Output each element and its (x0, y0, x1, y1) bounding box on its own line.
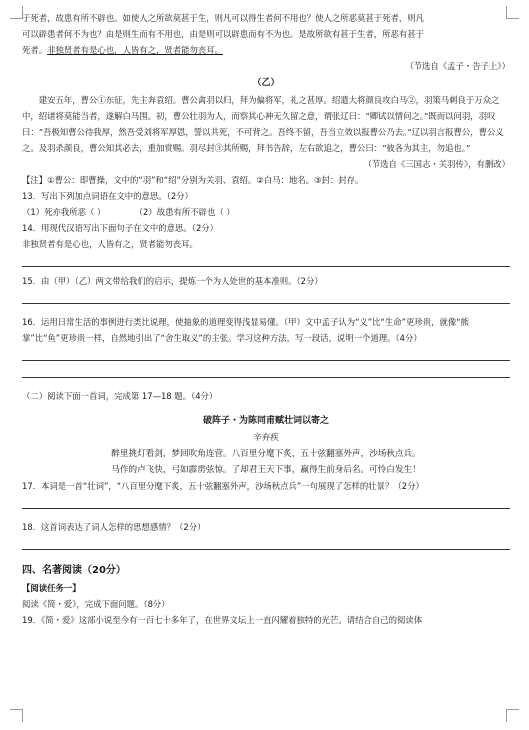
passage-b-text: 建安五年，曹公①东征，先主奔袁绍。曹公禽羽以归，拜为偏将军，礼之甚厚。绍遣大将颜良攻白马②，羽策马刺良于万众之中，绍诸将莫能当者，遂解白马围。初，曹公壮羽为人，而察其心神无久留之意，谓张辽曰：“卿试以情问之。”既而以问羽，羽叹曰：“吾极知曹公待我厚，然吾受刘将军厚恩，誓以共死，不可背之。吾终不留，吾当立效以报曹公乃去。”辽以羽言报曹公，曹公义之。及羽杀颜良，曹公知其必去，重加赏赐。羽尽封③其所赐，拜书告辞，左右欲追之，曹公曰：“彼各为其主，勿追也。” (22, 95, 504, 153)
poem-line-2: 马作的卢飞快，弓如霹雳弦惊。了却君王天下事，赢得生前身后名。可怜白发生！ (111, 465, 421, 475)
question-13-item-1: （1）死亦我所恶（ ） (22, 207, 106, 217)
question-19: 19．《简・爱》这部小说至今有一百七十多年了，在世界文坛上一直闪耀着独特的光芒。请结合自己的阅读体 (22, 615, 423, 625)
question-14: 14．用现代汉语写出下面句子在文中的意思。（2分） (22, 223, 219, 233)
question-15: 15．由（甲）（乙）两文带给我们的启示，提炼一个为人处世的基本准则。（2分） (22, 276, 323, 286)
exam-page (22, 10, 510, 628)
passage-a-tail (22, 10, 510, 74)
question-13-items (22, 204, 510, 220)
passage-a-underlined-sentence: 非独贤者有是心也，人皆有之，贤者能勿丧耳。 (47, 45, 223, 55)
passage-a-line-3-pre: 死者。 (22, 45, 48, 55)
crop-mark-bottom-right (506, 709, 519, 722)
reading-task-label: 【阅读任务一】 (22, 583, 81, 593)
answer-line-14[interactable] (22, 252, 510, 267)
passage-a-line-2: 可以辟患者何不为也？由是则生而有不用也，由是则可以辟患而有不为也。是故所欲有甚于生者，所恶有甚于 (22, 29, 424, 39)
reading-task-intro: 阅读《简・爱》，完成下面问题。（8分） (22, 599, 170, 609)
question-13-item-2: （2）故患有所不辟也（ ） (134, 207, 235, 217)
answer-line-17[interactable] (22, 494, 510, 509)
answer-line-15[interactable] (22, 289, 510, 304)
question-13: 13．写出下列加点词语在文中的意思。（2分） (22, 191, 193, 201)
section-4-title: 四、名著阅读（20分） (22, 565, 126, 576)
question-14-sentence: 非独贤者有是心也，人皆有之，贤者能勿丧耳。 (22, 239, 198, 249)
passage-a-source: （节选自《孟子・告子上》） (405, 61, 510, 71)
question-16: 16．运用日常生活的事例进行类比说理，使抽象的道理变得浅显易懂。（甲）文中孟子认为“义”比“生命”更珍贵，就像“熊掌”比“鱼”更珍贵一样，自然地引出了“舍生取义”的主张。学习这种方法，写一段话，说明一个道理。（4分） (22, 317, 469, 343)
answer-line-18[interactable] (22, 535, 510, 550)
annotation-note: 【注】①曹公：即曹操，文中的“羽”和“绍”分别为关羽、袁绍。②白马：地名。③封：封存。 (22, 175, 364, 185)
question-17: 17．本词是一首“壮词”，“八百里分麾下炙，五十弦翻塞外声，沙场秋点兵”一句展现了怎样的壮景？（2分） (22, 481, 424, 491)
passage-a-line-3 (22, 42, 510, 58)
question-18: 18．这首词表达了词人怎样的思想感情？（2分） (22, 522, 206, 532)
answer-line-16-a[interactable] (22, 346, 510, 361)
passage-b-label: （乙） (252, 78, 280, 88)
poem-title: 破阵子・为陈同甫赋壮词以寄之 (202, 416, 329, 426)
poem-author: 辛弃疾 (253, 433, 279, 443)
crop-mark-bottom-left (10, 709, 23, 722)
poem-line-1: 醉里挑灯看剑，梦回吹角连营。八百里分麾下炙，五十弦翻塞外声，沙场秋点兵。 (111, 449, 421, 459)
answer-line-16-b[interactable] (22, 363, 510, 378)
section-2-heading: （二）阅读下面一首词，完成第 17—18 题。（4分） (22, 391, 218, 401)
passage-b-source: （节选自《三国志・关羽传》，有删改） (363, 159, 510, 169)
passage-a-line-1: 于死者，故患有所不辟也。如使人之所欲莫甚于生，则凡可以得生者何不用也？使人之所恶莫甚于死者，则凡 (22, 13, 424, 23)
